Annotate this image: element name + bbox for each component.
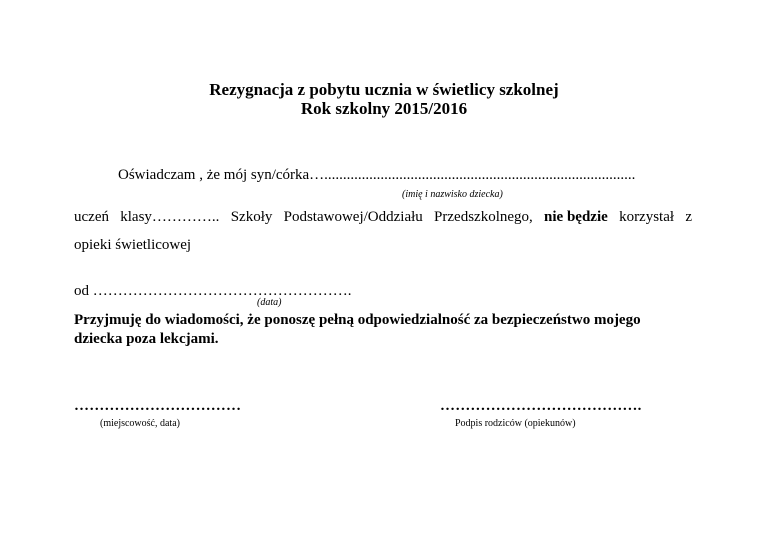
place-date-caption: (miejscowość, data): [100, 418, 180, 429]
class-line-continuation: opieki świetlicowej: [74, 237, 192, 253]
class-word-emphasis: nie będzie: [544, 209, 608, 225]
notice-line-2: dziecka poza lekcjami.: [74, 331, 219, 347]
class-word: Podstawowej/Oddziału: [283, 209, 423, 225]
class-word: Przedszkolnego,: [434, 209, 533, 225]
class-word: uczeń: [74, 209, 109, 225]
document-title: Rezygnacja z pobytu ucznia w świetlicy szkolnej: [209, 80, 559, 99]
class-word: z: [685, 209, 692, 225]
from-date-line: od …………………………………………….: [74, 283, 352, 299]
signature-dots: ………………………………….: [440, 398, 642, 414]
class-line: [74, 208, 692, 226]
notice-line-1: Przyjmuję do wiadomości, że ponoszę pełną odpowiedzialność za bezpieczeństwo mojego: [74, 312, 641, 328]
place-date-dots: ……………………………: [74, 398, 242, 414]
declaration-line: Oświadczam , że mój syn/córka…...................................................................................: [118, 167, 636, 183]
date-caption: (data): [257, 297, 282, 308]
class-word: korzystał: [619, 209, 675, 225]
signature-caption: Podpis rodziców (opiekunów): [455, 418, 576, 429]
class-word: klasy…………..: [120, 209, 220, 225]
class-word: Szkoły: [230, 209, 273, 225]
school-year-title: Rok szkolny 2015/2016: [300, 99, 468, 118]
child-name-caption: (imię i nazwisko dziecka): [402, 189, 503, 200]
